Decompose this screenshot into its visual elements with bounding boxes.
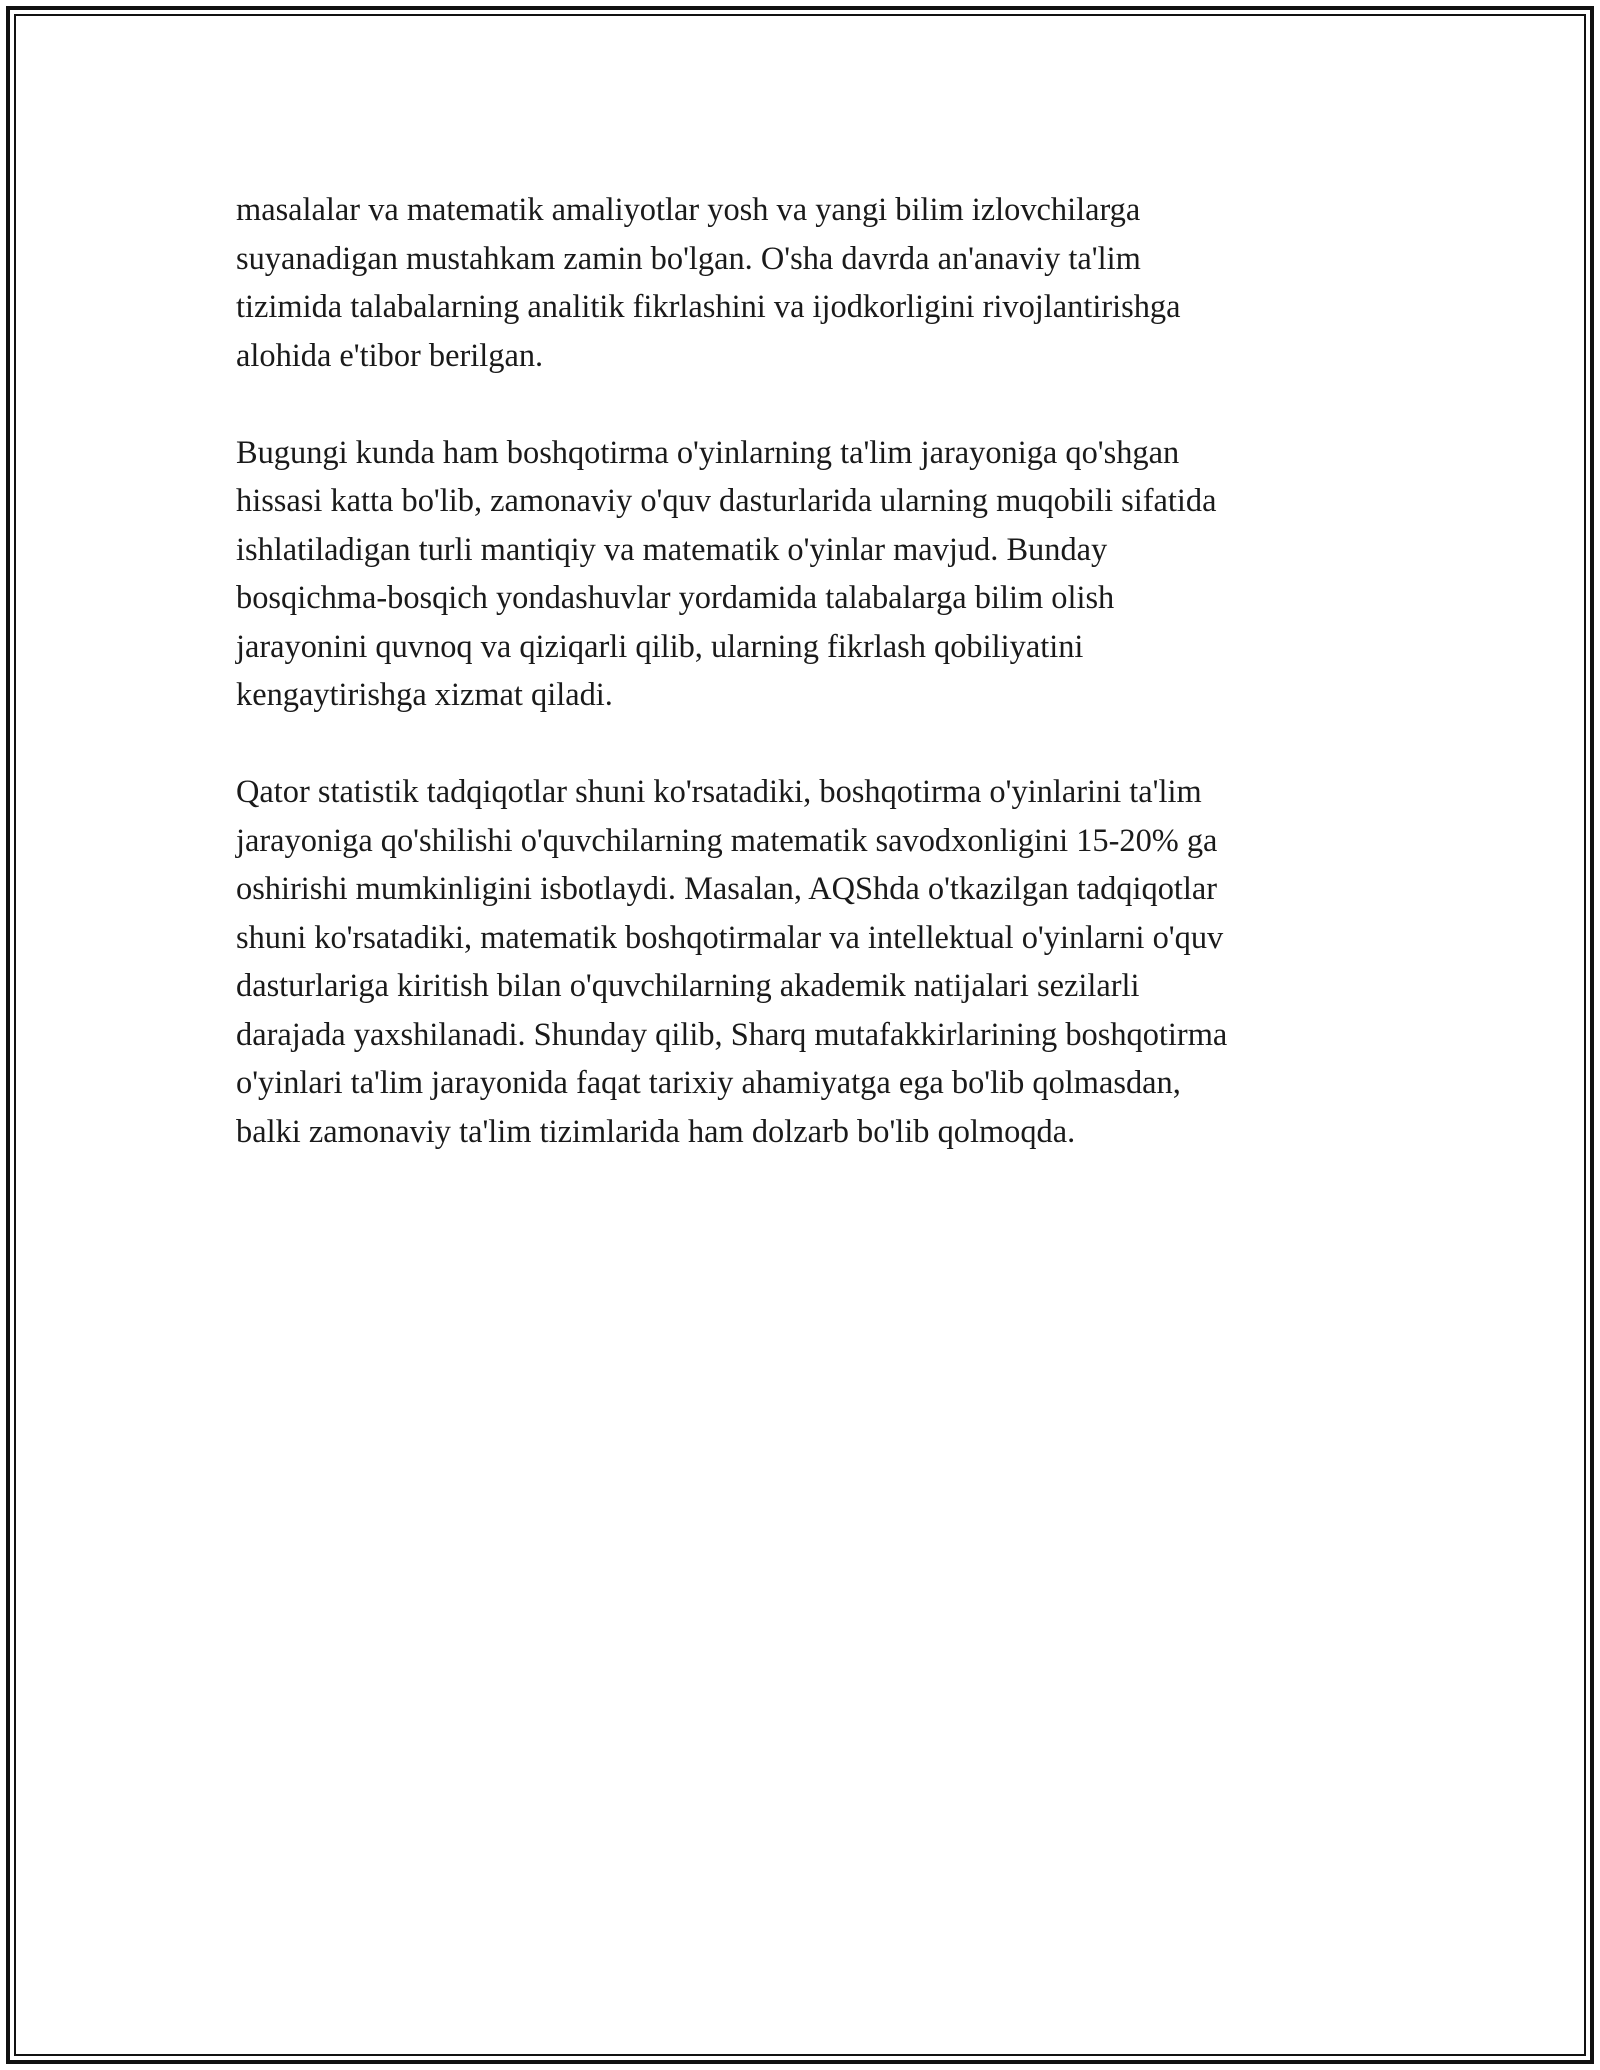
text-line: ishlatiladigan turli mantiqiy va matematik o'yinlar mavjud. Bunday (236, 531, 1108, 568)
text-line: jarayonini quvnoq va qiziqarli qilib, ularning fikrlash qobiliyatini (236, 628, 1084, 665)
paragraph-2 (236, 429, 1376, 720)
text-line: tizimida talabalarning analitik fikrlashini va ijodkorligini rivojlantirishga (236, 289, 1181, 325)
document-body (236, 186, 1376, 1205)
text-line: balki zamonaviy ta'lim tizimlarida ham dolzarb bo'lib qolmoqda. (236, 1113, 1076, 1150)
text-line: alohida e'tibor berilgan. (236, 337, 544, 374)
paragraph-3 (236, 768, 1376, 1156)
text-line: suyanadigan mustahkam zamin bo'lgan. O'sha davrda an'anaviy ta'lim (236, 240, 1141, 277)
text-line: masalalar va matematik amaliyotlar yosh va yangi bilim izlovchilarga (236, 192, 1141, 228)
text-line: o'yinlari ta'lim jarayonida faqat tarixiy ahamiyatga ega bo'lib qolmasdan, (236, 1065, 1181, 1101)
text-line: Bugungi kunda ham boshqotirma o'yinlarning ta'lim jarayoniga qo'shgan (236, 434, 1180, 471)
text-line: jarayoniga qo'shilishi o'quvchilarning matematik savodxonligini 15-20% ga (236, 822, 1218, 859)
text-line: oshirishi mumkinligini isbotlaydi. Masalan, AQShda o'tkazilgan tadqiqotlar (236, 871, 1218, 907)
paragraph-1 (236, 186, 1376, 380)
text-line: shuni ko'rsatadiki, matematik boshqotirmalar va intellektual o'yinlarni o'quv (236, 919, 1224, 956)
text-line: dasturlariga kiritish bilan o'quvchilarning akademik natijalari sezilarli (236, 968, 1140, 1004)
text-line: kengaytirishga xizmat qiladi. (236, 677, 613, 713)
text-line: hissasi katta bo'lib, zamonaviy o'quv dasturlarida ularning muqobili sifatida (236, 483, 1217, 519)
text-line: bosqichma-bosqich yondashuvlar yordamida talabalarga bilim olish (236, 580, 1115, 616)
text-line: darajada yaxshilanadi. Shunday qilib, Sharq mutafakkirlarining boshqotirma (236, 1016, 1228, 1053)
text-line: Qator statistik tadqiqotlar shuni ko'rsatadiki, boshqotirma o'yinlarini ta'lim (236, 774, 1202, 810)
